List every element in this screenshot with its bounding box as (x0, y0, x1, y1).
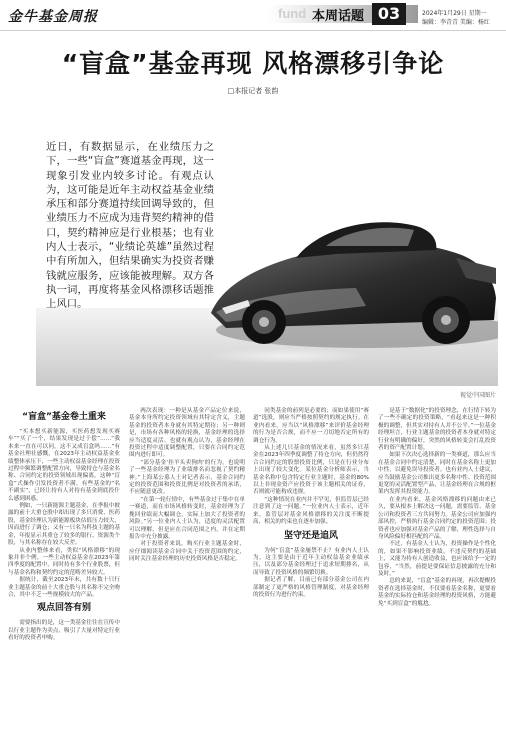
section-title: 本周话题 (312, 9, 365, 24)
paper-name: 金牛基金周报 (8, 9, 98, 25)
body-paragraph: “买本想买新能源，买医药想发现买赛车”“买了一个，结果发现是过于偿”……“我本来一直在可以问，这不又成盲盒吗……”有基金社理社感慨，在2023年主动权益基金业绩整体承压下，一些主动权益基金经理在投资过程中频繁调整配置方向，导致持仓与基金名称、合同约定的投资领域出现偏离，这种“盲盒”式操作引发投资者不满。有些基金的“名不副实”，已经让持有人对持有基金到底投什么感到困惑。 (8, 429, 120, 502)
article-headline: “盲盒”基金再现 风格漂移引争论 (61, 49, 445, 78)
article-byline: □本报记者 张韵 (227, 87, 279, 95)
body-paragraph: 不过，有基金人士认为，投资操作是个性化的，如果不影响投资业绩，不违反契约的基础上，又能为持有人创造收益，也应该给予一定的包容，“当然，前提是要保证信息披露的充分和及时。” (378, 541, 496, 577)
article-column-3 (253, 408, 369, 599)
body-paragraph: 需要指出的是，这一类基金往往在宣传中以行业主题作为卖点，吸引了大量对特定行业看好的投资者申购。 (8, 620, 120, 642)
masthead (0, 0, 506, 31)
issue-date: 2024年1月29日 星期一 (422, 10, 487, 17)
body-paragraph: 在业内看来，基金风格漂移的问题由来已久，要从根本上解决这一问题，需要监管、基金公司和投资者三方共同努力。基金公司应加强内部风控，严格执行基金合同约定的投资范围；投资者也应加强对基金产品的了解，理性选择与自身风险偏好相匹配的产品。 (378, 496, 496, 540)
body-paragraph: 对于投资者来说，购买行业主题基金时，应仔细阅读基金合同中关于投资范围的约定，同时关注基金经理的历史投资风格是否稳定。 (129, 541, 245, 563)
body-paragraph: 据记者了解，目前已有部分基金公司在内部制定了更严格的风格管理制度，对基金经理的投资行为进行约束。 (253, 577, 369, 598)
subhead-blindbox-return: “盲盒”基金卷土重来 (22, 412, 106, 422)
body-paragraph: 例如，一只新能源主题基金，在季报中披露的前十大重仓股中却出现了多只消费、医药股，基金经理认为新能源板块估值压力较大，因而进行了调仓；又有一只名为科技主题的基金，年报显示其重仓了较多的银行、资源类个股，与其名称存在较大反差。 (8, 503, 120, 547)
editor-credits: 编辑：李青青 美编：杨红 (422, 19, 490, 26)
body-paragraph: 是基于“数据化”的投资理念，在行情下转为了一些不确定的投资策略，“看起来这是一种积极的调整，但其实对持有人并不公平。”一位基金经理坦言，行业主题基金的投资者本身就对特定行业有明确的偏好，突然的风格转变会打乱投资者的资产配置计划。 (378, 408, 496, 452)
article-column-4 (378, 408, 496, 608)
page-number: 03 (372, 3, 406, 25)
body-paragraph: 从上述几只基金的情况来看，虽然多只基金在2023年四季度调整了持仓方向，但仍然符合合同约定的股票投资比例，只是在行业分布上出现了较大变化。某位基金分析师表示，当基金名称中包含特定行业主题时，基金的80%以上非现金资产应投资于该主题相关的证券，否则就可能构成违规。 (253, 445, 369, 496)
subhead-differing-views: 观点回答有别 (36, 603, 91, 614)
body-paragraph: 同类基金的前列是必要的；而如果使用“赛道”选股，则应当严格按照契约的规定执行。在业内看来，应当以“风格漂移”来评价基金经理的行为是否合规，而不应一刀切地否定所有的调仓行为。 (253, 408, 369, 444)
body-paragraph: 从业内整体来看，类似“风格漂移”的现象并非个例。一些主动权益基金在2023年第四季度的配置中，同时持有多个行业股票，但与基金名称和契约约定的范畴差异较大。 (8, 547, 120, 576)
body-paragraph: 两次表现：一种是从基金产品定位来说，基金本身所约定投资领域有其特定含义，主题基金的投资者本身就有其特定期待；另一种则是，市场有各种风格的轮换，基金经理的选择应当适度灵活。也就有观点认为，基金经理在投资过程中适度调整配置，只要在合同约定范围内进行即可。 (129, 408, 245, 459)
body-paragraph: “部分基金‘挂羊头卖狗肉’的行为，也说明了一些基金经理为了业绩排名而忽视了契约精神。”上海某公募人士对记者表示，基金合同约定的投资范围和投资比例是对投资者的承诺，不应随意更改。 (129, 459, 245, 496)
article-column-1 (8, 408, 120, 643)
body-paragraph: 据统计，截至2023年末，共有数十只行业主题基金的前十大重仓股与其名称不完全吻合，其中不乏一些规模较大的产品。 (8, 577, 120, 598)
body-paragraph: “在第一轮行情中，有些基金过于集中在单一赛道，而在市场风格转变时，基金经理为了挽回业绩而大幅调仓，实际上加大了投资者的风险。”另一位业内人士认为，适度的灵活配置可以理解，但是应在合同范围之内，并在定期报告中充分披露。 (129, 496, 245, 540)
body-paragraph: 如果下次决心选择新的一类赛道，那么应当在基金合同中约定清楚，同时在基金名称上更加中性，以避免误导投资者。也有业内人士建议，应当鼓励基金公司推出更多名称中性、投资范围更宽的灵活配置型产品，让基金经理在合规的框架内发挥其投资能力。 (378, 452, 496, 496)
photo-credit: 视觉中国图片 (459, 392, 496, 399)
section-tag: fund (278, 6, 307, 21)
lead-paragraph: 近日，有数据显示，在业绩压力之下，一些“盲盒”赛道基金再现，这一现象引发业内较多讨论。有观点认为，这可能是近年主动权益基金业绩承压和部分赛道持续回调导致的，但业绩压力不应成为违背契约精神的借口，契约精神应是行业根基；也有业内人士表示，“业绩论英雄”虽然过程中有所加入，但结果确实为投资者赚钱就应服务，应该能被理解。双方各执一词，再度将基金风格漂移话题推上风口。 (46, 141, 214, 311)
body-paragraph: 总的来说，“盲盒”基金的再现，再次提醒投资者在选择基金时，不仅要看基金名称，更要看基金的实际持仓和基金经理的投资风格，方能避免“买到盲盒”的尴尬。 (378, 578, 496, 607)
body-paragraph: 为何“盲盒”基金屡禁不止？有业内人士认为，这主要是由于近年主动权益基金业绩承压，以及部分基金经理过于追求短期排名，从而导致了投资风格的频繁切换。 (253, 547, 369, 576)
body-paragraph: “这种情况在业内并不罕见，但监管层已经注意到了这一问题。”一位业内人士表示，近年来，监管层对基金风格漂移的关注度不断提高，相关的约束也在逐步加强。 (253, 496, 369, 526)
subhead-stick-or-chase: 坚守还是追风 (283, 530, 338, 541)
article-column-2 (129, 408, 245, 564)
